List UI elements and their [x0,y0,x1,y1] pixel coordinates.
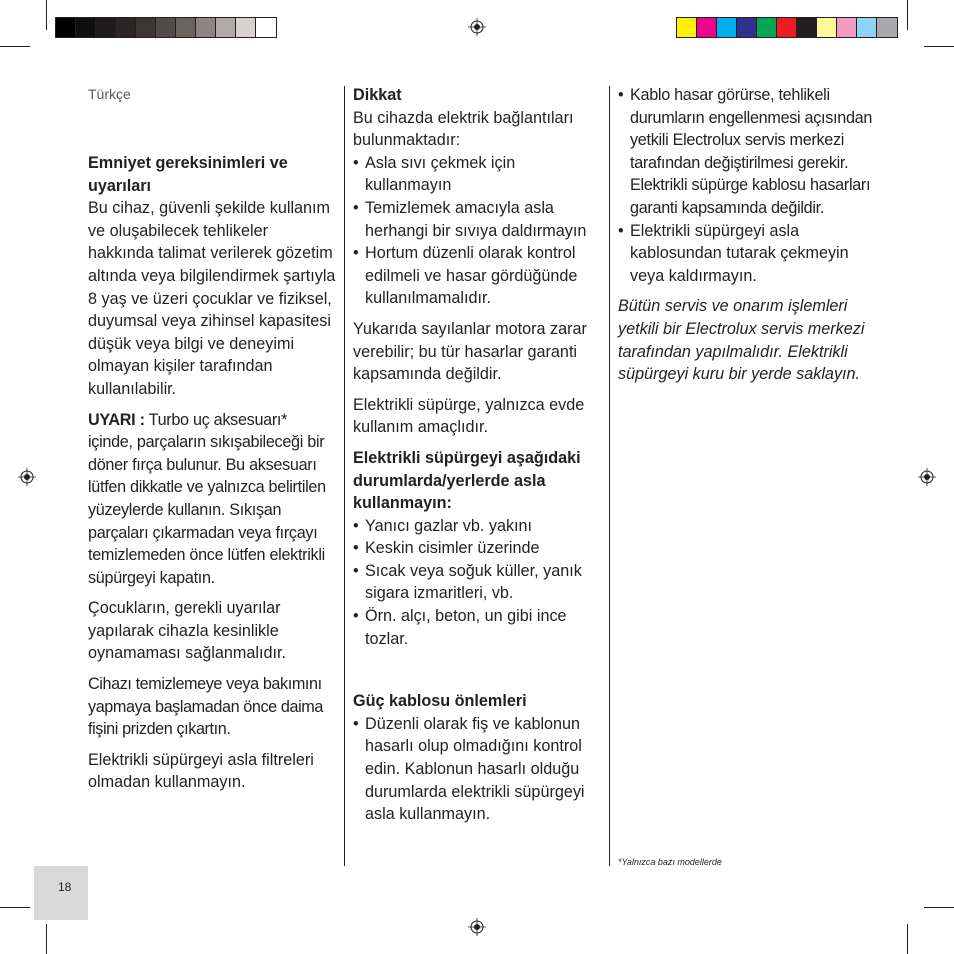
service-note: Bütün servis ve onarım işlemleri yetkili bir Electrolux servis merkezi tarafından yapılmalıdır. Elektrikli süpürgeyi kuru bir yerde saklayın. [618,297,865,384]
crop-mark [924,907,954,908]
color-swatch [116,18,136,37]
safety-heading: Emniyet gereksinimleri ve uyarıları [88,154,288,195]
color-swatch [216,18,236,37]
color-swatch [757,18,777,37]
places-list [353,515,603,651]
unplug-paragraph: Cihazı temizlemeye veya bakımını yapmaya başlamadan önce daima fişini prizden çıkartın. [88,675,323,739]
crop-mark [46,0,47,30]
crop-mark [907,0,908,30]
registration-mark-icon [918,468,936,486]
attention-heading: Dikkat [353,86,402,104]
list-item: • Asla sıvı çekmek için kullanmayın [353,152,603,197]
color-swatch [96,18,116,37]
column-divider [609,86,610,866]
color-swatch [256,18,276,37]
color-swatch [737,18,757,37]
color-swatch [76,18,96,37]
color-swatch [877,18,897,37]
list-item: • Sıcak veya soğuk küller, yanık sigara izmaritleri, vb. [353,560,603,605]
color-swatch [677,18,697,37]
crop-mark [907,924,908,954]
children-paragraph: Çocukların, gerekli uyarılar yapılarak cihazla kesinlikle oynamaması sağlanmalıdır. [88,599,286,663]
column-2 [353,84,603,834]
filters-paragraph: Elektrikli süpürgeyi asla filtreleri olmadan kullanmayın. [88,750,314,792]
cord-list [353,713,603,826]
crop-mark [0,907,30,908]
color-swatch [817,18,837,37]
crop-mark [0,46,30,47]
attention-body: Bu cihazda elektrik bağlantıları bulunmaktadır: [353,108,574,150]
color-swatch [196,18,216,37]
warning-body: Turbo uç aksesuarı* içinde, parçaların sıkışabileceği bir döner fırça bulunur. Bu aksesuarı lütfen dikkatle ve yalnızca belirtilen yüzeylerde kullanın. Sıkışan parçaları çıkarmadan veya fırçayı temizlemeden önce lütfen elektrikli süpürgeyi kapatın. [88,410,326,587]
color-swatch [837,18,857,37]
attention-list [353,152,603,310]
color-swatch [697,18,717,37]
color-swatch [777,18,797,37]
cord-heading: Güç kablosu önlemleri [353,692,527,711]
crop-mark [46,924,47,954]
language-label: Türkçe [88,86,131,102]
color-swatch [176,18,196,37]
column-1 [88,152,336,802]
list-item: • Hortum düzenli olarak kontrol edilmeli ve hasar gördüğünde kullanılmamalıdır. [353,242,603,310]
warning-paragraph [88,409,336,590]
list-item: • Kablo hasar görürse, tehlikeli durumların engellenmesi açısından yetkili Electrolux servis merkezi tarafından değiştirilmesi gerekir. Elektrikli süpürge kablosu hasarları garanti kapsamında değildir. [618,84,873,220]
list-item: • Yanıcı gazlar vb. yakını [353,515,603,538]
cord-list-continued [618,84,873,287]
places-heading: Elektrikli süpürgeyi aşağıdaki durumlarda/yerlerde asla kullanmayın: [353,448,581,513]
color-swatch [236,18,256,37]
color-swatch [56,18,76,37]
safety-body: Bu cihaz, güvenli şekilde kullanım ve oluşabilecek tehlikeler hakkında talimat verilerek gözetim altında veya bilgilendirmek şartıyla 8 yaş ve üzeri çocuklar ve fiziksel, duyumsal veya zihinsel kapasitesi düşük veya bilgi ve deneyimi olmayan kişiler tarafından kullanılabilir. [88,199,336,398]
registration-mark-icon [468,18,486,36]
list-item: • Örn. alçı, beton, un gibi ince tozlar. [353,605,603,650]
list-item: • Temizlemek amacıyla asla herhangi bir sıvıya daldırmayın [353,197,603,242]
color-swatch [136,18,156,37]
color-swatch [797,18,817,37]
column-divider [344,86,345,866]
list-item: • Düzenli olarak fiş ve kablonun hasarlı olup olmadığını kontrol edin. Kablonun hasarlı olduğu durumlarda elektrikli süpürgeyi asla kullanmayın. [353,713,603,826]
crop-mark [924,46,954,47]
warning-label: UYARI : [88,410,145,429]
color-swatch [156,18,176,37]
process-color-bar [676,17,898,38]
grayscale-color-bar [55,17,277,38]
motor-damage-paragraph: Yukarıda sayılanlar motora zarar verebilir; bu tür hasarlar garanti kapsamında değildir. [353,319,587,384]
column-3 [618,84,873,394]
registration-mark-icon [468,918,486,936]
home-use-paragraph: Elektrikli süpürge, yalnızca evde kullanım amaçlıdır. [353,395,585,437]
list-item: • Keskin cisimler üzerinde [353,537,603,560]
color-swatch [857,18,877,37]
footnote: *Yalnızca bazı modellerde [618,857,722,867]
list-item: • Elektrikli süpürgeyi asla kablosundan tutarak çekmeyin veya kaldırmayın. [618,220,873,288]
color-swatch [717,18,737,37]
registration-mark-icon [18,468,36,486]
page-number: 18 [58,880,72,894]
